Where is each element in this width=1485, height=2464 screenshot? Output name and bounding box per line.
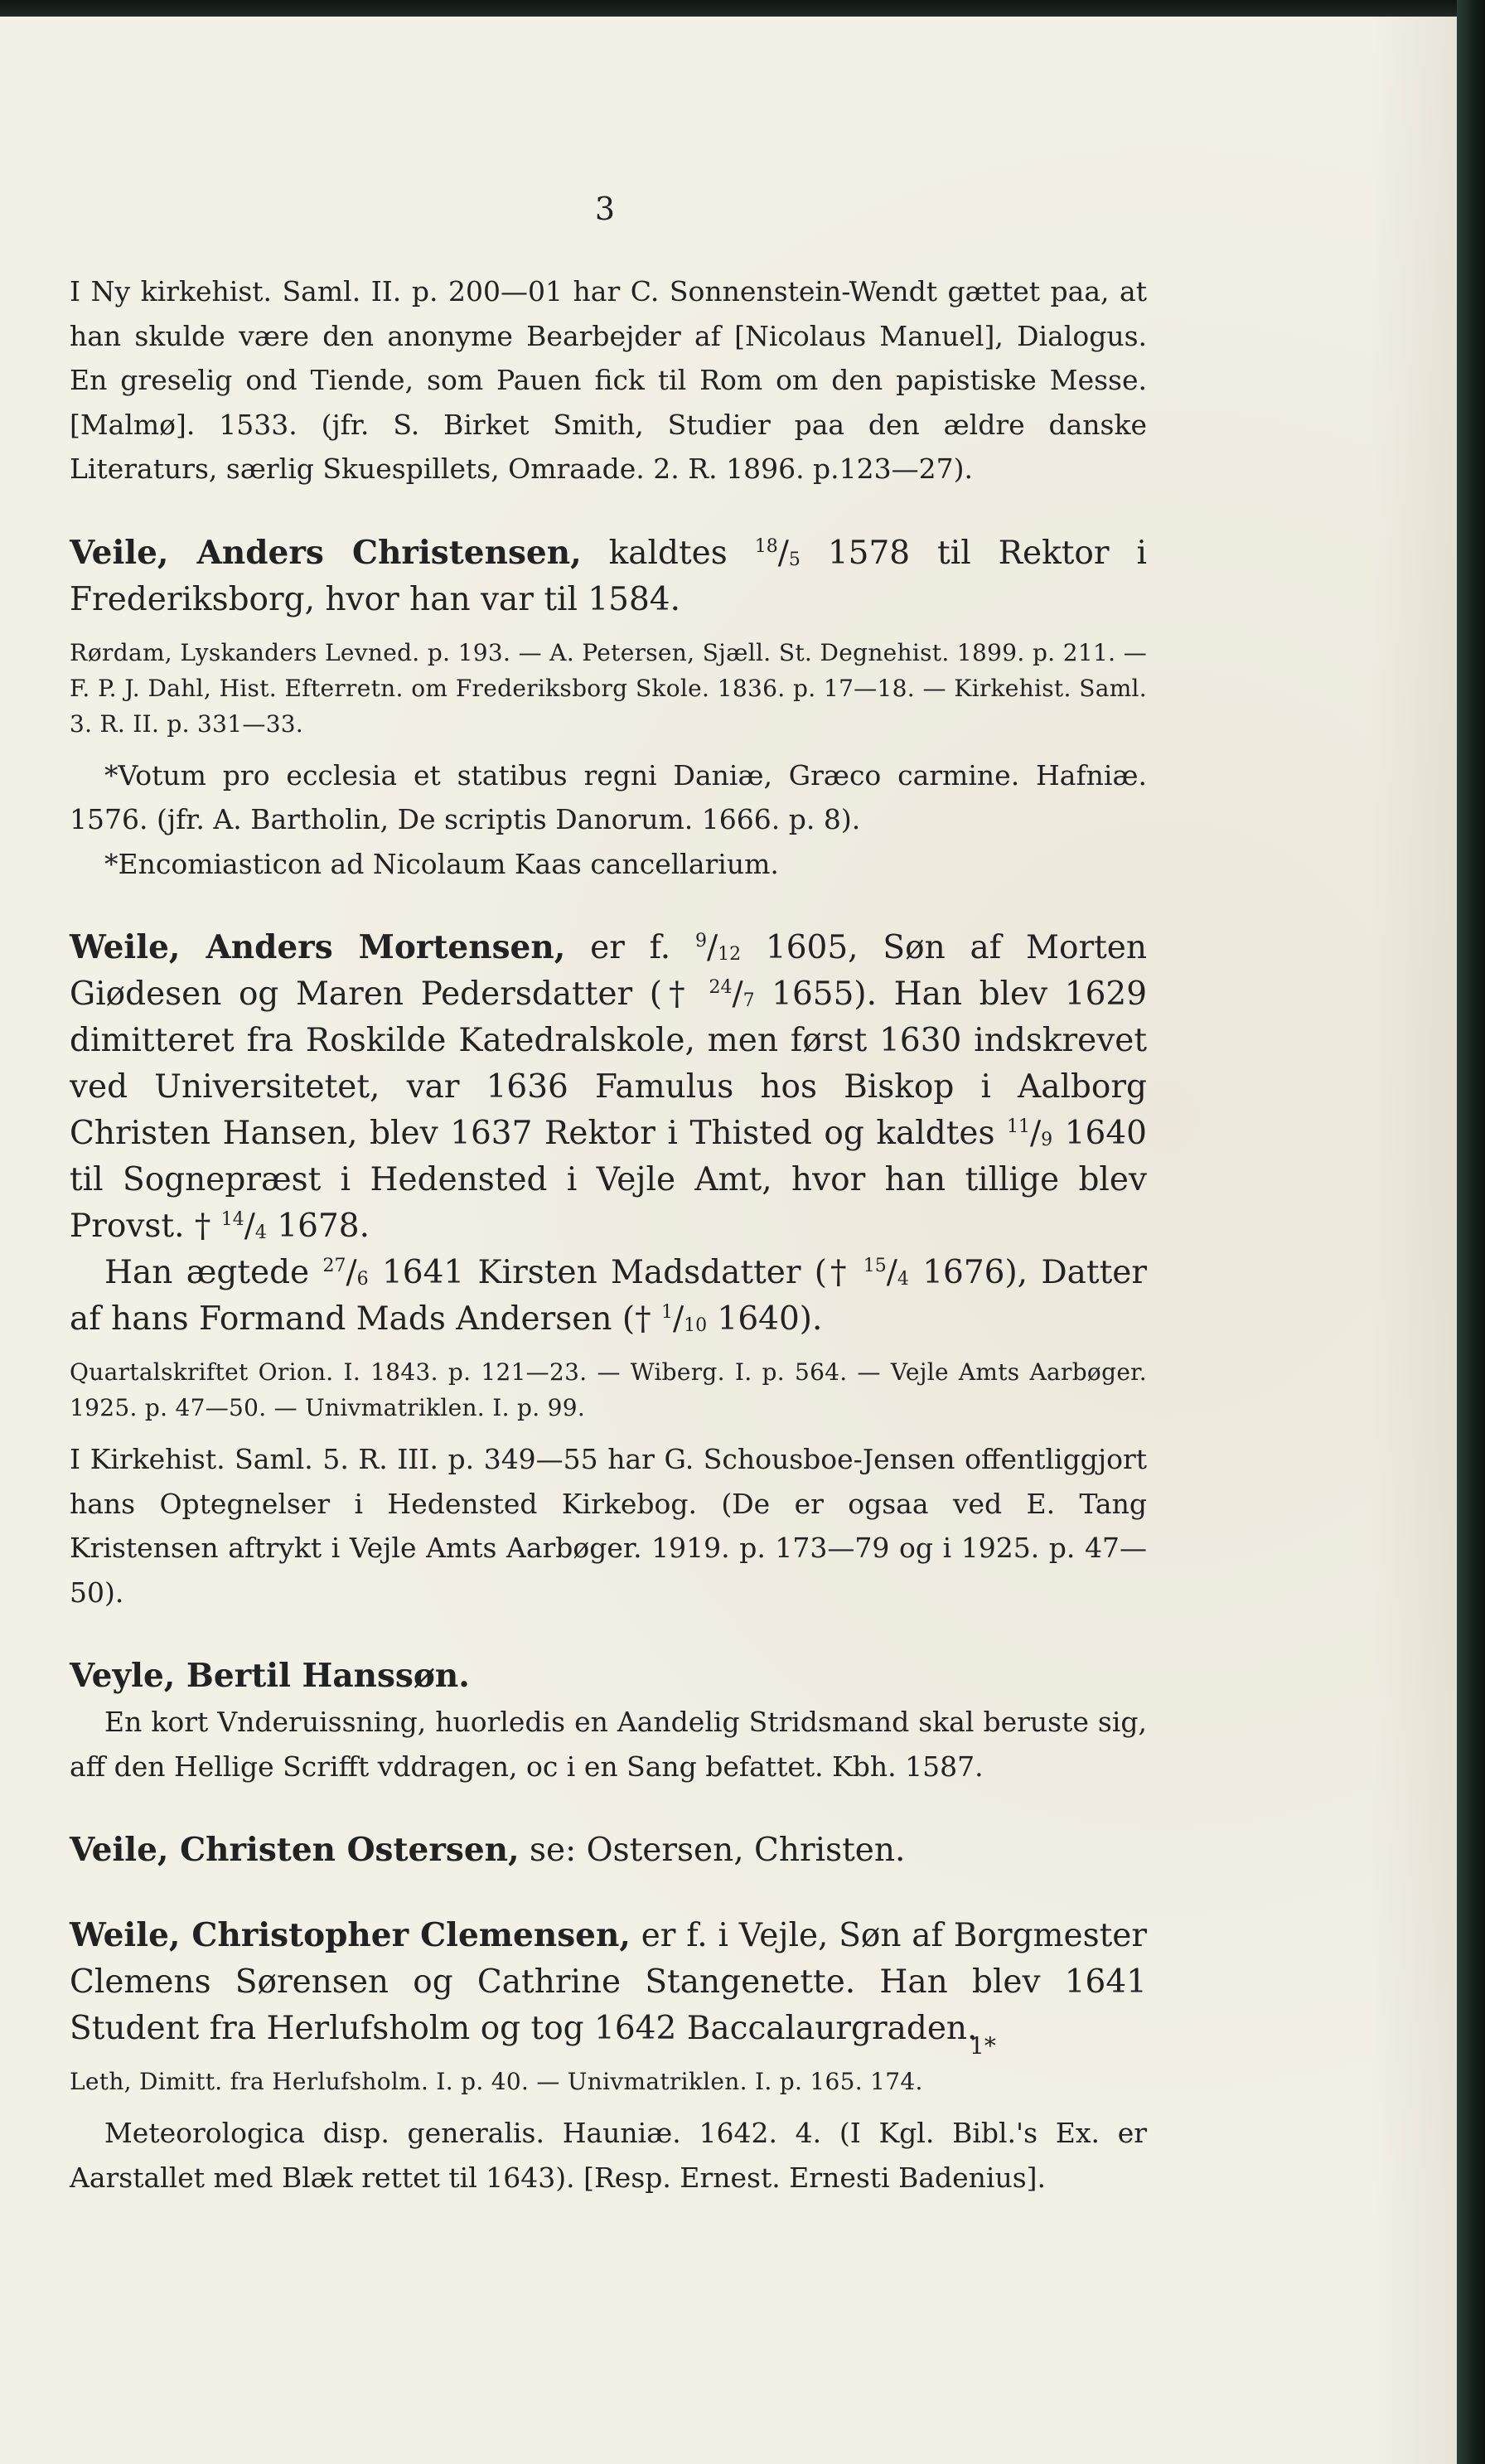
entry-body: Weile, Anders Mortensen, er f. $^9/_{12}$ 1605, Søn af Morten Giødesen og Maren Pedersdatter († $^{24}/_7$ 1655). Han blev 1629 dimitteret fra Roskilde Katedralskole, men først 1630 indskrevet ved Universitetet, var 1636 Famulus hos Biskop i Aalborg Christen Hansen, blev 1637 Rektor i Thisted og kaldtes $^{11}/_9$ 1640 til Sognepræst i Hedensted i Vejle Amt, hvor han tillige blev Provst. † $^{14}/_4$ 1678. xyxy=(70,928,1148,1245)
entry-marriage: Han ægtede $^{27}/_6$ 1641 Kirsten Madsdatter († $^{15}/_4$ 1676), Datter af hans Formand Mads Andersen († $^1/_{10}$ 1640). xyxy=(70,1254,1147,1338)
entry-work: Meteorologica disp. generalis. Hauniæ. 1642. 4. (I Kgl. Bibl.'s Ex. er Aarstallet med Blæk rettet til 1643). [Resp. Ernest. Ernesti Badenius]. xyxy=(70,2117,1147,2194)
signature-mark: 1* xyxy=(970,2032,996,2060)
entry-name: Veile, Anders Christensen, xyxy=(70,533,582,572)
entry-text: se: Ostersen, Christen. xyxy=(519,1832,906,1869)
entry-body xyxy=(70,1827,1147,1874)
date-month: 4 xyxy=(254,1222,267,1243)
page-number: 3 xyxy=(594,191,616,227)
date-day: 1 xyxy=(661,1302,673,1323)
book-spine xyxy=(1457,0,1485,2464)
entry-note: I Kirkehist. Saml. 5. R. III. p. 349—55 har G. Schousboe-Jensen offentliggjort hans Optegnelser i Hedensted Kirkebog. (De er ogsaa ved E. Tang Kristensen aftrykt i Vejle Amts Aarbøger. 1919. p. 173—79 og i 1925. p. 47—50). xyxy=(70,1443,1147,1609)
date-month: 7 xyxy=(742,990,755,1011)
date-month: 9 xyxy=(1041,1130,1053,1150)
date-day: 14 xyxy=(220,1209,244,1230)
date-day: 27 xyxy=(322,1256,346,1276)
entry-text: 1641 Kirsten Madsdatter († xyxy=(368,1254,863,1291)
entry-body xyxy=(70,1912,1147,2052)
entry-text: 1640 til Sognepræst i Hedensted i Vejle Amt, hvor han tillige blev Provst. † xyxy=(70,1115,1147,1245)
entry-text: er f. xyxy=(565,929,695,966)
entry-name: Weile, Christopher Clemensen, xyxy=(70,1916,631,1954)
entry-work: *Votum pro ecclesia et statibus regni Daniæ, Græco carmine. Hafniæ. 1576. (jfr. A. Bartholin, De scriptis Danorum. 1666. p. 8). xyxy=(70,758,1147,835)
date-month: 6 xyxy=(356,1269,369,1290)
intro-paragraph: I Ny kirkehist. Saml. II. p. 200—01 har C. Sonnenstein-Wendt gættet paa, at han skulde være den anonyme Bearbejder af [Nicolaus Manuel], Dialogus. En greselig ond Tiende, som Pauen fick til Rom om den papistiske Messe. [Malmø]. 1533. (jfr. S. Birket Smith, Studier paa den ældre danske Literaturs, særlig Skuespillets, Omraade. 2. R. 1896. p.123—27). xyxy=(70,275,1147,485)
date-day: 24 xyxy=(709,977,733,998)
entry-weile-anders-mortensen xyxy=(70,924,1147,1614)
entry-text: 1678. xyxy=(266,1208,370,1245)
entry-veile-anders-christensen xyxy=(70,530,1147,887)
entry-text: kaldtes xyxy=(581,534,755,572)
date-day: 18 xyxy=(754,535,778,557)
entry-text: er f. i Vejle, Søn af Borgmester Clemens Sørensen og Cathrine Stangenette. Han blev 1641 Student fra Herlufsholm og tog 1642 Baccalaurgraden. xyxy=(70,1917,1147,2047)
date-month: 10 xyxy=(684,1315,708,1336)
entry-veyle-bertil-hansson xyxy=(70,1653,1147,1789)
entry-text: 1578 til Rektor i Frederiksborg, hvor han var til 1584. xyxy=(70,534,1147,618)
page-content xyxy=(70,269,1147,2200)
date-month: 5 xyxy=(788,549,801,570)
date-day: 15 xyxy=(863,1256,887,1276)
entry-work: En kort Vnderuissning, huorledis en Aandelig Stridsmand skal beruste sig, aff den Hellige Scrifft vddragen, oc i en Sang befattet. Kbh. 1587. xyxy=(70,1706,1147,1783)
date-month: 12 xyxy=(718,944,742,965)
entry-references: Quartalskriftet Orion. I. 1843. p. 121—23. — Wiberg. I. p. 564. — Vejle Amts Aarbøger. 1925. p. 47—50. — Univmatriklen. I. p. 99. xyxy=(70,1358,1147,1421)
date-day: 11 xyxy=(1007,1116,1031,1137)
entry-veile-christen-ostersen xyxy=(70,1827,1147,1874)
entry-name: Weile, Anders Mortensen, xyxy=(70,928,566,966)
entry-work: *Encomiasticon ad Nicolaum Kaas cancellarium. xyxy=(104,847,779,880)
entry-text: 1676), Datter af hans Formand Mads Andersen († xyxy=(70,1254,1147,1338)
date-month: 4 xyxy=(897,1269,909,1290)
entry-references: Rørdam, Lyskanders Levned. p. 193. — A. Petersen, Sjæll. St. Degnehist. 1899. p. 211. — F. P. J. Dahl, Hist. Efterretn. om Frederiksborg Skole. 1836. p. 17—18. — Kirkehist. Saml. 3. R. II. p. 331—33. xyxy=(70,638,1147,738)
entry-text: Han ægtede xyxy=(104,1254,323,1291)
entry-name: Veyle, Bertil Hanssøn. xyxy=(70,1657,470,1695)
entry-references: Leth, Dimitt. fra Herlufsholm. I. p. 40. — Univmatriklen. I. p. 165. 174. xyxy=(70,2068,923,2095)
entry-name: Veile, Christen Ostersen, xyxy=(70,1831,520,1869)
entry-text: 1655). Han blev 1629 dimitteret fra Roskilde Katedralskole, men først 1630 indskrevet ved Universitetet, var 1636 Famulus hos Biskop i Aalborg Christen Hansen, blev 1637 Rektor i Thisted og kaldtes xyxy=(70,975,1148,1152)
book-page xyxy=(0,17,1457,2464)
entry-body xyxy=(70,1653,1147,1700)
entry-body: Veile, Anders Christensen, kaldtes $^{18}/_5$ 1578 til Rektor i Frederiksborg, hvor han var til 1584. xyxy=(70,533,1147,618)
date-day: 9 xyxy=(694,931,707,951)
entry-text: 1640). xyxy=(707,1300,823,1338)
entry-text: 1605, Søn af Morten Giødesen og Maren Pedersdatter († xyxy=(70,929,1147,1013)
